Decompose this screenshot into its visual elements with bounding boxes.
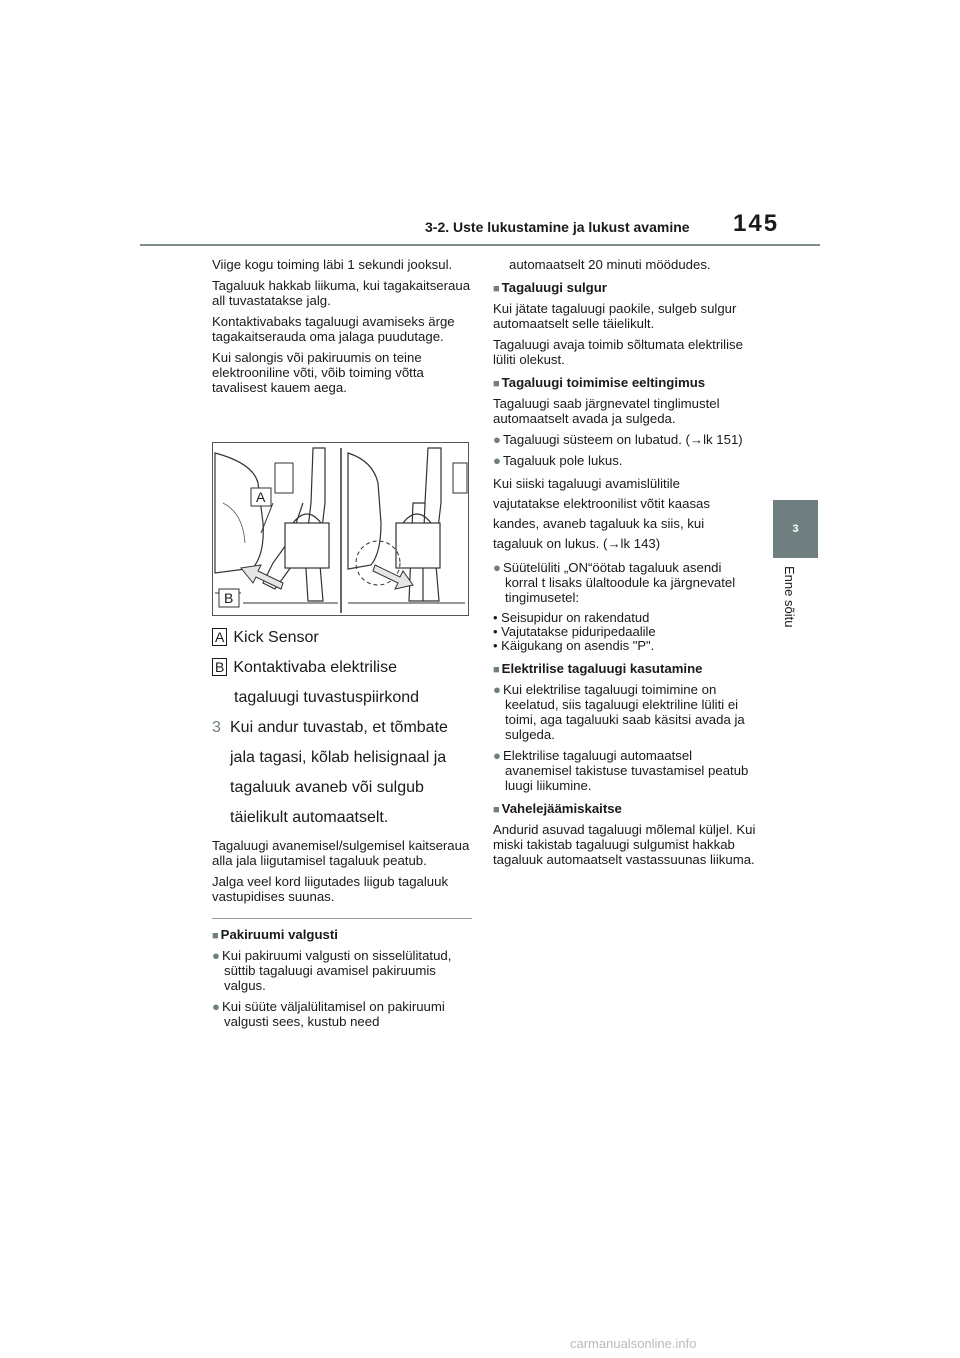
- watermark: carmanualsonline.info: [570, 1336, 697, 1351]
- step-number: 3: [212, 719, 221, 736]
- illustration-svg: [213, 443, 468, 615]
- heading-text: Elektrilise tagaluugi kasutamine: [501, 661, 703, 676]
- kick-sensor-illustration: [212, 442, 469, 616]
- paragraph: Kui jätate tagaluugi paokile, sulgeb sulgur automaatselt selle täielikult.: [493, 301, 737, 331]
- legend-b: [212, 656, 472, 680]
- chapter-tab: 3: [773, 500, 818, 558]
- circle-bullet-icon: ●: [493, 453, 501, 468]
- circle-bullet-icon: ●: [493, 748, 501, 763]
- figure-label-b: B: [224, 590, 234, 606]
- page-number: 145: [733, 210, 780, 237]
- header-rule: [140, 244, 820, 246]
- bullet-item: [493, 432, 758, 447]
- legend-b-key: B: [212, 658, 227, 676]
- paragraph: Kui salongis või pakiruumis on teine elektrooniline võti, võib toiming võtta tavalisest kauem aega.: [212, 350, 424, 395]
- left-column: [212, 257, 472, 401]
- bullet-text: Tagaluugi süsteem on lubatud. (→lk 151): [502, 432, 743, 447]
- bullet-item: [493, 453, 758, 468]
- legend-a: [212, 626, 472, 650]
- circle-bullet-icon: ●: [493, 560, 501, 575]
- paragraph: Tagaluugi avanemisel/sulgemisel kaitseraua alla jala liigutamisel tagaluuk peatub.: [212, 838, 470, 868]
- bullet-text: Tagaluuk pole lukus.: [502, 453, 623, 468]
- legend-a-key: A: [212, 628, 227, 646]
- paragraph: Kontaktivabaks tagaluugi avamiseks ärge tagakaitserauda oma jalaga puudutage.: [212, 314, 455, 344]
- paragraph: Jalga veel kord liigutades liigub tagaluuk vastupidises suunas.: [212, 874, 449, 904]
- legend-b-text-1: Kontaktivaba elektrilise: [233, 659, 397, 676]
- sub-bullet: • Vajutatakse piduripedaalile: [493, 624, 656, 639]
- step-line-4: täielikult automaatselt.: [230, 809, 389, 826]
- heading-eeltingimus: [493, 375, 758, 392]
- square-bullet-icon: ■: [493, 664, 500, 676]
- right-column: [493, 257, 758, 873]
- circle-bullet-icon: ●: [212, 999, 220, 1014]
- heading-kasutamine: [493, 661, 758, 678]
- chapter-title: Enne sõitu: [782, 566, 797, 628]
- bullet-item: [493, 748, 758, 793]
- figure-label-a: A: [256, 489, 266, 505]
- legend-b-text-2: tagaluugi tuvastuspiirkond: [234, 689, 420, 706]
- circle-bullet-icon: ●: [212, 948, 220, 963]
- bullet-item: [493, 682, 758, 742]
- heading-text: Pakiruumi valgusti: [220, 927, 338, 942]
- paragraph: Tagaluuk hakkab liikuma, kui tagakaitseraua all tuvastatakse jalg.: [212, 278, 471, 308]
- step-3: [212, 716, 472, 740]
- bullet-text: Kui süüte väljalülitamisel on pakiruumi valgusti sees, kustub need: [221, 999, 445, 1029]
- paragraph: Tagaluugi saab järgnevatel tinglimustel automaatselt avada ja sulgeda.: [493, 396, 720, 426]
- paragraph-line: Kui siiski tagaluugi avamislülitile: [493, 476, 680, 491]
- bullet-text: Süütelüliti „ON“öötab tagaluuk asendi korral t lisaks ülaltoodule ka järgnevatel tingimusetel:: [502, 560, 736, 605]
- heading-pakiruumi-valgusti: [212, 927, 472, 944]
- square-bullet-icon: ■: [493, 804, 500, 816]
- paragraph: Andurid asuvad tagaluugi mõlemal küljel. Kui miski takistab tagaluugi sulgumist hakkab tagaluuk automaatselt vastassuunas liikuma.: [493, 822, 756, 867]
- square-bullet-icon: ■: [493, 283, 500, 295]
- section-divider: [212, 918, 472, 919]
- heading-text: Vahelejäämiskaitse: [501, 801, 622, 816]
- legend-a-text: Kick Sensor: [233, 629, 319, 646]
- bullet-text: Elektrilise tagaluugi automaatsel avanemisel takistuse tuvastamisel peatub luugi liikumine.: [502, 748, 749, 793]
- bullet-item: [212, 999, 472, 1029]
- heading-vahelejaamiskaitse: [493, 801, 758, 818]
- step-line-2: jala tagasi, kõlab helisignaal ja: [230, 749, 447, 766]
- paragraph-line: vajutatakse elektroonilist võtit kaasas: [493, 496, 710, 511]
- bullet-text: Kui elektrilise tagaluugi toimimine on keelatud, siis tagaluugi elektriline lüliti ei toimi, aga tagaluuki saab käsitsi avada ja sulgeda.: [502, 682, 745, 742]
- paragraph: Viige kogu toiming läbi 1 sekundi jooksul.: [212, 257, 453, 272]
- heading-text: Tagaluugi sulgur: [501, 280, 607, 295]
- continuation: automaatselt 20 minuti möödudes.: [509, 257, 711, 272]
- sub-bullet: • Käigukang on asendis "P".: [493, 638, 655, 653]
- square-bullet-icon: ■: [212, 930, 219, 942]
- section-title: 3-2. Uste lukustamine ja lukust avamine: [425, 219, 690, 235]
- bullet-item: [212, 948, 472, 993]
- sub-bullet: • Seisupidur on rakendatud: [493, 610, 650, 625]
- bullet-item: [493, 560, 758, 605]
- left-column-lower: [212, 626, 472, 1035]
- circle-bullet-icon: ●: [493, 682, 501, 697]
- square-bullet-icon: ■: [493, 378, 500, 390]
- heading-tagaluugi-sulgur: [493, 280, 758, 297]
- heading-text: Tagaluugi toimimise eeltingimus: [501, 375, 706, 390]
- bullet-text: Kui pakiruumi valgusti on sisselülitatud, süttib tagaluugi avamisel pakiruumis valgus.: [221, 948, 452, 993]
- paragraph-line: kandes, avaneb tagaluuk ka siis, kui: [493, 516, 705, 531]
- paragraph-line: tagaluuk on lukus. (→lk 143): [493, 536, 661, 551]
- step-line-1: Kui andur tuvastab, et tõmbate: [230, 719, 448, 736]
- step-line-3: tagaluuk avaneb või sulgub: [230, 779, 424, 796]
- circle-bullet-icon: ●: [493, 432, 501, 447]
- paragraph: Tagaluugi avaja toimib sõltumata elektrilise lüliti olekust.: [493, 337, 743, 367]
